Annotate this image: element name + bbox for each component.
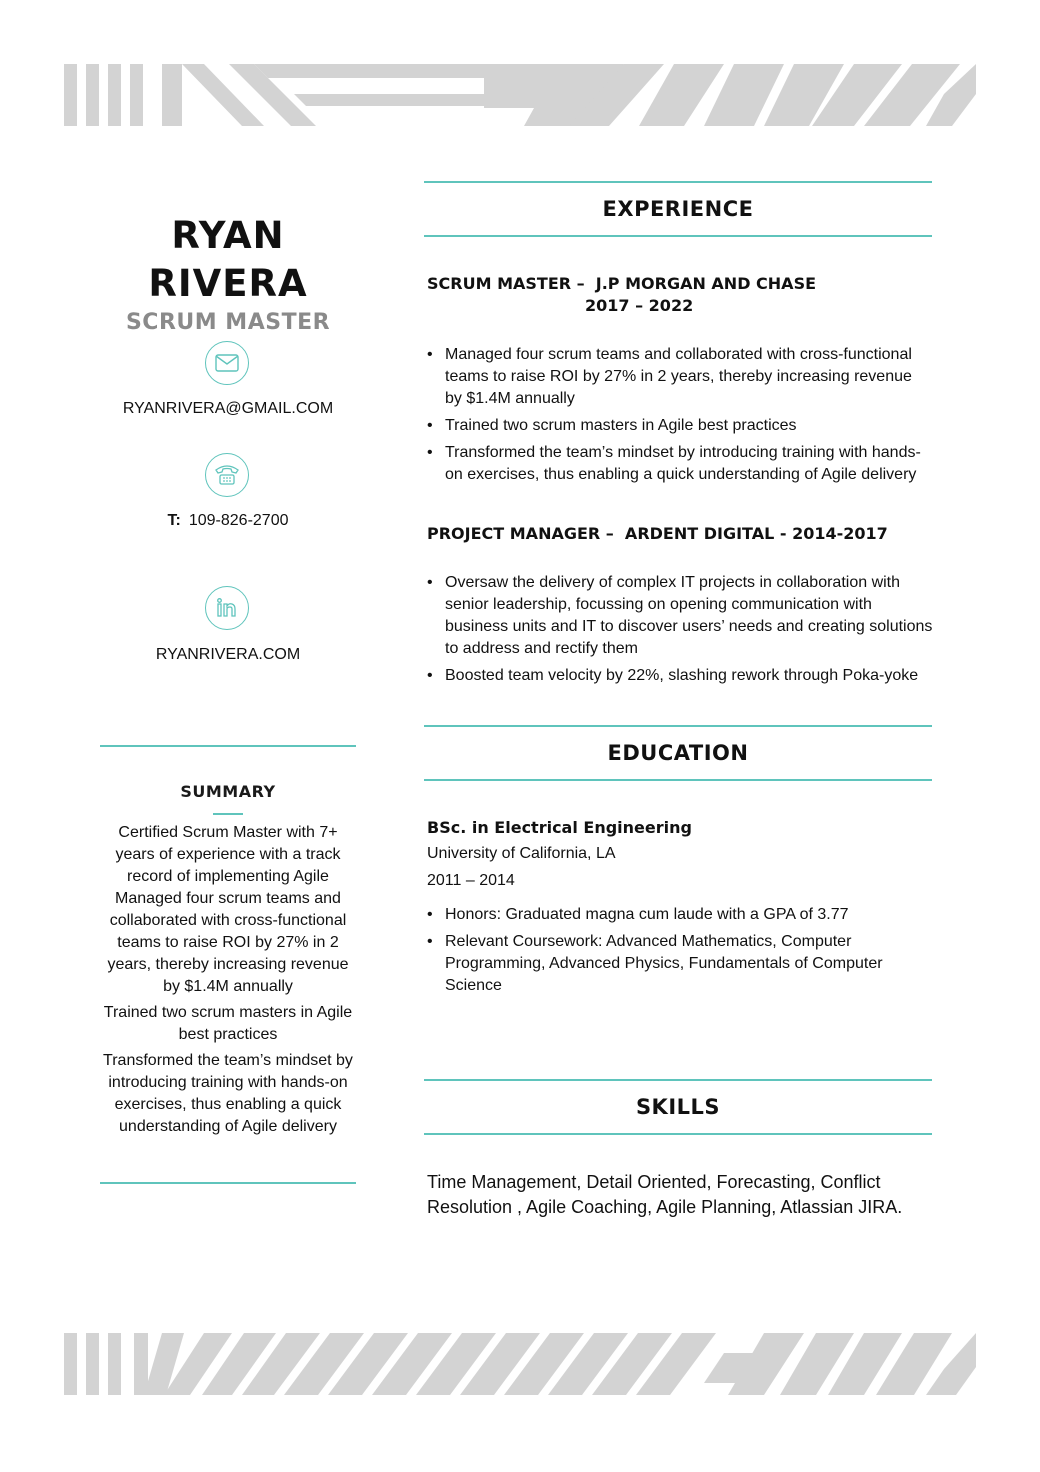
skills-heading: SKILLS — [635, 1095, 721, 1119]
skills-top-divider — [424, 1079, 932, 1081]
experience-bottom-divider — [424, 235, 932, 237]
education-school: University of California, LA — [427, 845, 616, 862]
education-heading: EDUCATION — [607, 741, 749, 765]
summary-underline — [213, 813, 243, 815]
skills-text: Time Management, Detail Oriented, Forecasting, Conflict Resolution , Agile Coaching, Agile Planning, Atlassian JIRA. — [427, 1172, 903, 1217]
list-item: • Boosted team velocity by 22%, slashing rework through Poka-yoke — [427, 665, 933, 687]
education-top-divider — [424, 725, 932, 727]
email-link[interactable]: RYANRIVERA@GMAIL.COM — [122, 400, 334, 417]
list-item: • Transformed the team’s mindset by introducing training with hands-on exercises, thus enabling a quick understanding of Agile delivery — [427, 442, 933, 486]
job-role: SCRUM MASTER — [125, 310, 331, 335]
list-item: • Relevant Coursework: Advanced Mathematics, Computer Programming, Advanced Physics, Fundamentals of Computer Science — [427, 931, 933, 997]
list-item: • Managed four scrum teams and collaborated with cross-functional teams to raise ROI by 27% in 2 years, thereby increasing revenue by $1.4M annually — [427, 344, 933, 410]
job-title-2: PROJECT MANAGER – ARDENT DIGITAL - 2014-2017 — [427, 524, 888, 543]
skills-bottom-divider — [424, 1133, 932, 1135]
name-first: RYAN — [171, 214, 285, 257]
list-item: • Trained two scrum masters in Agile best practices — [427, 415, 933, 437]
job-bullets-2 — [427, 572, 933, 692]
phone-number[interactable]: 109-826-2700 — [188, 512, 289, 529]
summary-paragraph: Trained two scrum masters in Agile best practices — [103, 1004, 353, 1043]
education-degree: BSc. in Electrical Engineering — [427, 818, 692, 837]
education-bullets — [427, 904, 933, 1002]
name-last: RIVERA — [148, 262, 308, 305]
phone-label: T: — [167, 512, 181, 529]
phone-line — [100, 512, 356, 530]
summary-paragraph: Transformed the team’s mindset by introducing training with hands-on exercises, thus enabling a quick understanding of Agile delivery — [103, 1052, 353, 1135]
list-item: • Oversaw the delivery of complex IT projects in collaboration with senior leadership, focussing on opening communication with business units and IT to discover users’ needs and creating solutions to address and rectify them — [427, 572, 933, 660]
job-dates-1: 2017 – 2022 — [585, 296, 694, 315]
decorative-stripe-band-bottom — [64, 1333, 976, 1395]
summary-heading: SUMMARY — [180, 782, 276, 801]
list-item: • Honors: Graduated magna cum laude with a GPA of 3.77 — [427, 904, 933, 926]
website-link[interactable]: RYANRIVERA.COM — [155, 646, 301, 663]
summary-bottom-divider — [100, 1182, 356, 1184]
summary-text — [100, 822, 356, 1142]
experience-heading: EXPERIENCE — [602, 197, 754, 221]
job-title-1: SCRUM MASTER – J.P MORGAN AND CHASE — [427, 274, 817, 293]
experience-top-divider — [424, 181, 932, 183]
decorative-stripe-band-top — [64, 64, 976, 126]
linkedin-icon — [205, 586, 249, 630]
education-years: 2011 – 2014 — [427, 872, 515, 889]
summary-paragraph: Certified Scrum Master with 7+ years of experience with a track record of implementing Agile Managed four scrum teams and collaborated with cross-functional teams to raise ROI by 27% in 2 years, thereby increasing revenue by $1.4M annually — [107, 824, 349, 995]
mail-icon — [205, 341, 249, 385]
job-bullets-1 — [427, 344, 933, 491]
phone-icon — [205, 453, 249, 497]
summary-top-divider — [100, 745, 356, 747]
education-bottom-divider — [424, 779, 932, 781]
